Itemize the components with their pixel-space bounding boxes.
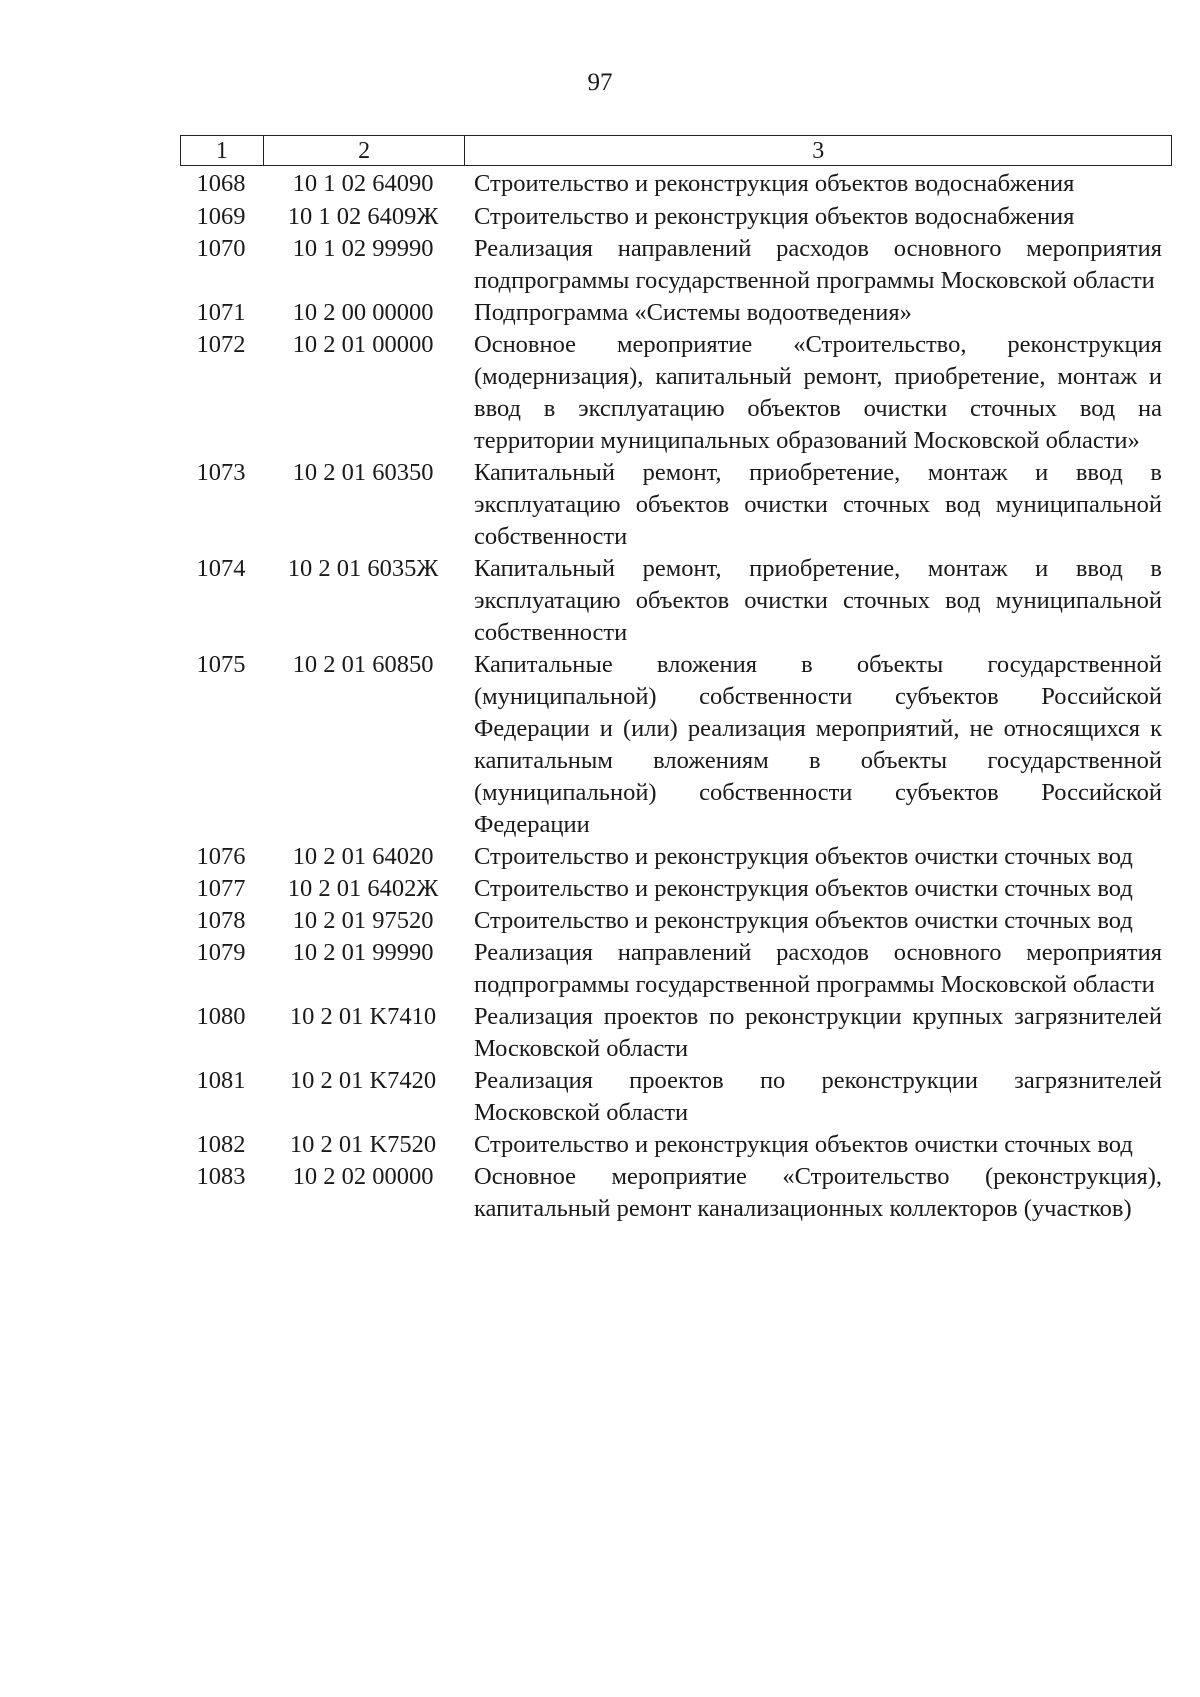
row-number: 1079 — [196, 939, 246, 966]
row-number: 1082 — [196, 1131, 246, 1158]
row-code: 10 1 02 64090 — [292, 170, 434, 197]
row-code: 10 2 01 6402Ж — [287, 875, 439, 902]
row-description: Основное мероприятие «Строительство, реконструкция (модернизация), капитальный ремонт, приобретение, монтаж и ввод в эксплуатацию объектов очистки сточных вод на территории муниципальных образований Московской области» — [474, 331, 1162, 454]
row-number: 1069 — [196, 203, 246, 230]
page-number: 97 — [587, 69, 613, 96]
row-number: 1068 — [196, 170, 246, 197]
table-row — [180, 168, 1172, 200]
row-number: 1070 — [196, 235, 246, 262]
row-description: Реализация направлений расходов основного мероприятия подпрограммы государственной программы Московской области — [474, 235, 1162, 294]
table-row — [180, 457, 1172, 553]
row-code: 10 2 01 K7420 — [289, 1067, 437, 1094]
header-column-2: 2 — [263, 136, 465, 165]
row-description: Строительство и реконструкция объектов очистки сточных вод — [474, 875, 1133, 902]
row-number: 1071 — [196, 299, 246, 326]
row-number: 1081 — [196, 1067, 246, 1094]
table-row — [180, 649, 1172, 841]
row-number: 1073 — [196, 459, 246, 486]
table-row — [180, 1001, 1172, 1065]
row-description: Основное мероприятие «Строительство (реконструкция), капитальный ремонт канализационных коллекторов (участков) — [474, 1163, 1162, 1222]
row-code: 10 2 01 64020 — [292, 843, 434, 870]
row-number: 1076 — [196, 843, 246, 870]
row-number: 1077 — [196, 875, 246, 902]
row-code: 10 2 01 6035Ж — [287, 555, 439, 582]
row-code: 10 2 01 99990 — [292, 939, 434, 966]
row-code: 10 2 00 00000 — [292, 299, 434, 326]
row-description: Реализация направлений расходов основного мероприятия подпрограммы государственной программы Московской области — [474, 939, 1162, 998]
row-code: 10 1 02 99990 — [292, 235, 434, 262]
header-column-3: 3 — [464, 136, 1171, 165]
table-row — [180, 937, 1172, 1001]
row-number: 1080 — [196, 1003, 246, 1030]
row-number: 1078 — [196, 907, 246, 934]
header-column-1: 1 — [215, 138, 228, 164]
table-row — [180, 905, 1172, 937]
table-header-row — [180, 135, 1172, 166]
row-description: Строительство и реконструкция объектов очистки сточных вод — [474, 1131, 1133, 1158]
row-code: 10 2 02 00000 — [292, 1163, 434, 1190]
row-number: 1075 — [196, 651, 246, 678]
table-row — [180, 1065, 1172, 1129]
row-code: 10 2 01 60850 — [292, 651, 434, 678]
row-description: Подпрограмма «Системы водоотведения» — [474, 299, 912, 326]
table-row — [180, 297, 1172, 329]
table-row — [180, 329, 1172, 457]
table-body — [180, 166, 1172, 1225]
row-number: 1074 — [196, 555, 246, 582]
row-description: Строительство и реконструкция объектов водоснабжения — [474, 170, 1075, 197]
row-number: 1083 — [196, 1163, 246, 1190]
row-number: 1072 — [196, 331, 246, 358]
row-description: Реализация проектов по реконструкции загрязнителей Московской области — [474, 1067, 1162, 1126]
row-code: 10 2 01 K7520 — [289, 1131, 437, 1158]
table-row — [180, 201, 1172, 233]
row-description: Капитальный ремонт, приобретение, монтаж и ввод в эксплуатацию объектов очистки сточных вод муниципальной собственности — [474, 555, 1162, 646]
row-description: Строительство и реконструкция объектов очистки сточных вод — [474, 907, 1133, 934]
row-code: 10 1 02 6409Ж — [287, 203, 439, 230]
row-code: 10 2 01 K7410 — [289, 1003, 437, 1030]
row-description: Реализация проектов по реконструкции крупных загрязнителей Московской области — [474, 1003, 1162, 1062]
row-description: Строительство и реконструкция объектов водоснабжения — [474, 203, 1075, 230]
table-row — [180, 1129, 1172, 1161]
budget-classification-table — [180, 135, 1172, 1225]
row-code: 10 2 01 60350 — [292, 459, 434, 486]
row-description: Капитальный ремонт, приобретение, монтаж и ввод в эксплуатацию объектов очистки сточных вод муниципальной собственности — [474, 459, 1162, 550]
table-row — [180, 233, 1172, 297]
table-row — [180, 841, 1172, 873]
row-code: 10 2 01 00000 — [292, 331, 434, 358]
table-row — [180, 553, 1172, 649]
row-description: Капитальные вложения в объекты государственной (муниципальной) собственности субъектов Российской Федерации и (или) реализация мероприятий, не относящихся к капитальным вложениям в объекты государственной (муниципальной) собственности субъектов Российской Федерации — [474, 651, 1162, 838]
table-row — [180, 1161, 1172, 1225]
row-code: 10 2 01 97520 — [292, 907, 434, 934]
row-description: Строительство и реконструкция объектов очистки сточных вод — [474, 843, 1133, 870]
table-row — [180, 873, 1172, 905]
